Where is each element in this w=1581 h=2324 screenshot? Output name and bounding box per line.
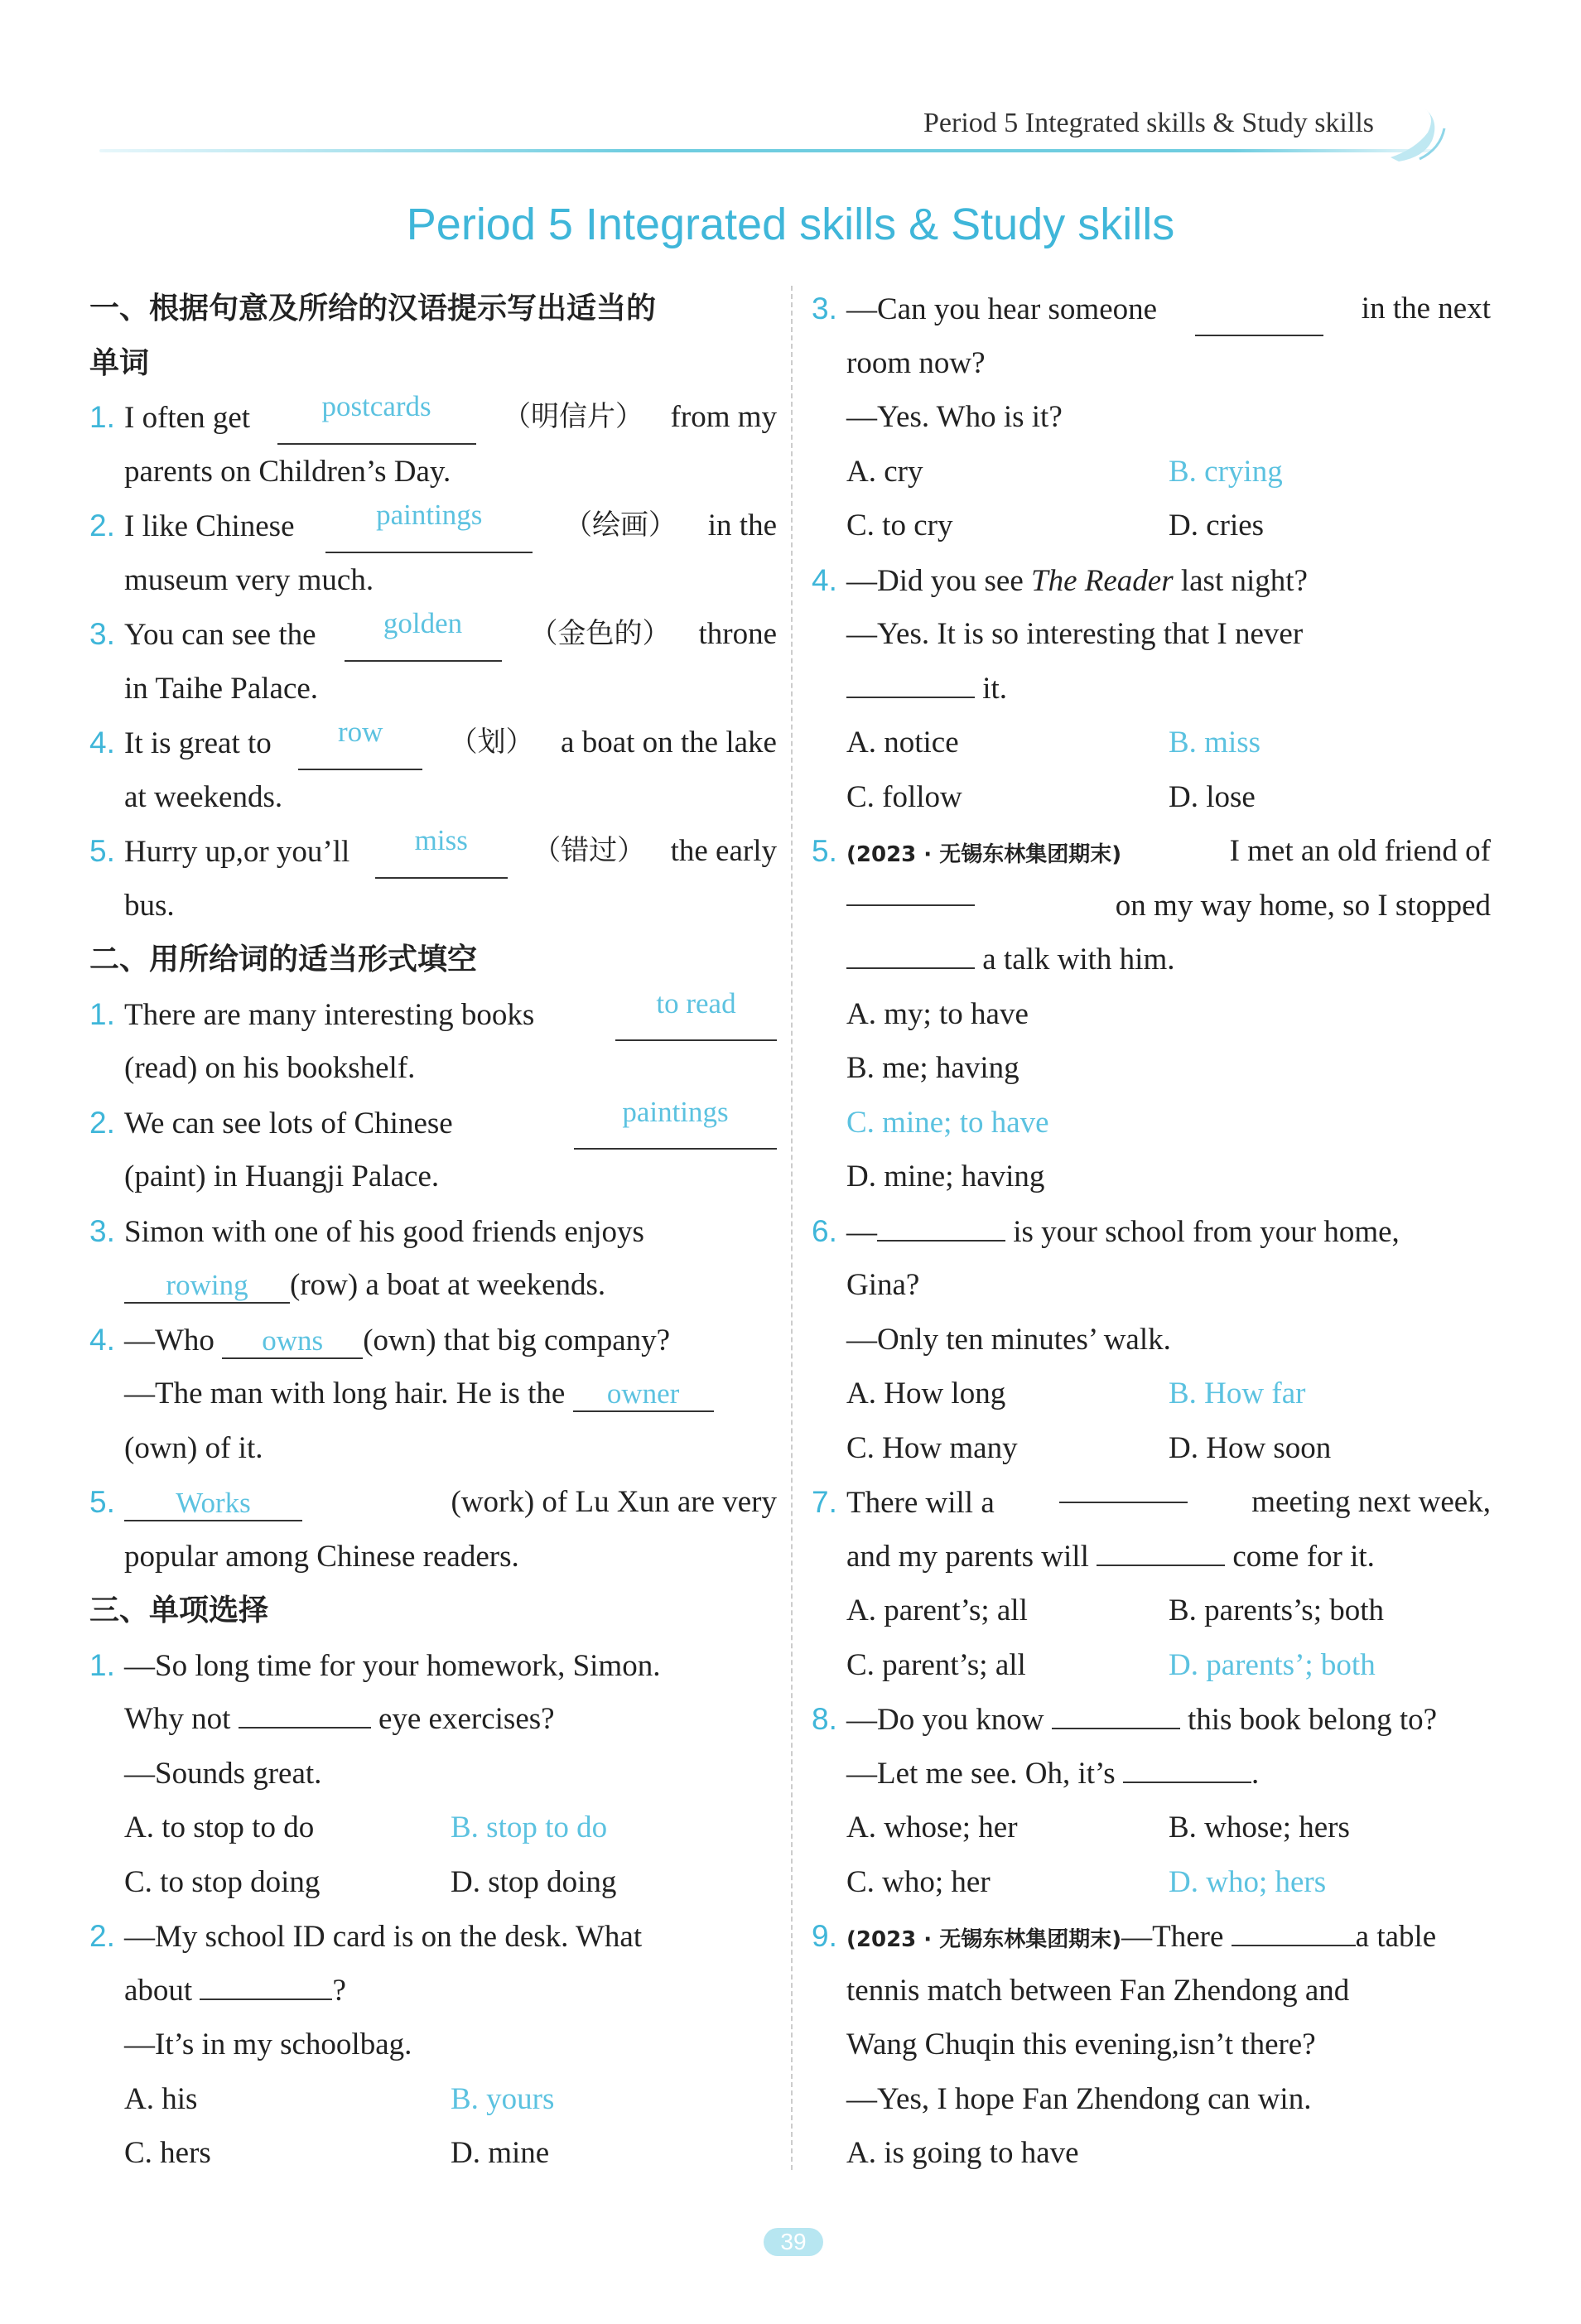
chinese-hint: （金色的） bbox=[529, 617, 671, 650]
answer-blank[interactable] bbox=[124, 1269, 290, 1304]
answer: owns bbox=[262, 1324, 324, 1357]
option-correct[interactable]: B. miss bbox=[1169, 726, 1261, 759]
options-row bbox=[812, 1367, 1491, 1421]
answer-blank[interactable] bbox=[574, 1096, 777, 1150]
question-text: in the next bbox=[1361, 292, 1491, 325]
question bbox=[89, 987, 777, 1042]
question-text: from my bbox=[670, 400, 777, 434]
answer-blank[interactable] bbox=[1059, 1502, 1188, 1503]
option[interactable]: D. stop doing bbox=[451, 1864, 617, 1899]
options-row bbox=[812, 445, 1491, 499]
options-row bbox=[812, 1638, 1491, 1693]
question-text: (read) on his bookshelf. bbox=[124, 1051, 416, 1085]
answer-blank[interactable] bbox=[846, 967, 975, 969]
question-text: It is great to bbox=[124, 726, 272, 760]
question-text: You can see the bbox=[124, 618, 316, 652]
question-text: —Yes. It is so interesting that I never bbox=[846, 617, 1304, 651]
options-row bbox=[89, 1801, 777, 1855]
question-text: parents on Children’s Day. bbox=[124, 454, 451, 489]
section-heading: 二、用所给词的适当形式填空 bbox=[89, 943, 478, 976]
question-text: Gina? bbox=[846, 1268, 920, 1302]
option-correct[interactable]: D. who; hers bbox=[1169, 1864, 1327, 1899]
right-column bbox=[812, 282, 1491, 2181]
book-title: The Reader bbox=[1031, 563, 1174, 598]
option[interactable]: A. his bbox=[124, 2081, 198, 2116]
options-row bbox=[812, 716, 1491, 770]
question-number: 2. bbox=[89, 1919, 115, 1953]
question bbox=[89, 1313, 777, 1367]
question bbox=[89, 1475, 777, 1530]
question-number: 4. bbox=[89, 1322, 115, 1357]
question bbox=[89, 607, 777, 662]
option[interactable]: D. mine bbox=[451, 2136, 550, 2170]
question-text: I often get bbox=[124, 401, 251, 435]
option[interactable]: A. my; to have bbox=[846, 996, 1029, 1031]
question-text: (row) a boat at weekends. bbox=[290, 1268, 606, 1302]
answer-blank[interactable] bbox=[239, 1727, 371, 1729]
question-number: 9. bbox=[812, 1919, 837, 1953]
options-row bbox=[812, 1855, 1491, 1910]
question-number: 1. bbox=[89, 1647, 115, 1682]
options-row bbox=[812, 499, 1491, 553]
options-row bbox=[812, 1584, 1491, 1638]
options-row bbox=[812, 770, 1491, 825]
option[interactable]: A. notice bbox=[846, 726, 959, 759]
question-number: 2. bbox=[89, 1105, 115, 1140]
question-text: —Did you see bbox=[846, 563, 1031, 598]
question-source: (2023 · 无锡东林集团期末) bbox=[846, 842, 1122, 867]
question bbox=[89, 1258, 777, 1313]
answer-blank[interactable] bbox=[325, 499, 533, 553]
options-row bbox=[89, 1855, 777, 1910]
question bbox=[812, 553, 1491, 608]
answer: miss bbox=[414, 824, 468, 856]
answer-blank[interactable] bbox=[375, 824, 508, 879]
answer-blank[interactable] bbox=[298, 716, 422, 770]
question bbox=[89, 1638, 777, 1693]
answer-blank[interactable] bbox=[1123, 1782, 1251, 1783]
question-number: 6. bbox=[812, 1213, 837, 1248]
question bbox=[89, 1692, 777, 1747]
option[interactable]: C. How many bbox=[846, 1430, 1018, 1465]
option[interactable]: A. parent’s; all bbox=[846, 1594, 1028, 1627]
question-text: popular among Chinese readers. bbox=[124, 1539, 519, 1574]
options-row bbox=[812, 1421, 1491, 1476]
option[interactable]: D. cries bbox=[1169, 509, 1265, 542]
question-number: 4. bbox=[812, 562, 837, 597]
question-text: a table bbox=[1355, 1920, 1437, 1954]
question-text: a talk with him. bbox=[982, 943, 1175, 976]
question-text: meeting next week, bbox=[1251, 1485, 1491, 1519]
option-correct[interactable]: C. mine; to have bbox=[846, 1105, 1049, 1140]
option[interactable]: B. parents’s; both bbox=[1169, 1594, 1385, 1627]
question-number: 5. bbox=[89, 834, 115, 868]
option-correct[interactable]: B. yours bbox=[451, 2081, 555, 2116]
page-title: Period 5 Integrated skills & Study skills bbox=[406, 200, 1175, 249]
question-text: museum very much. bbox=[124, 562, 374, 597]
question-text: There are many interesting books bbox=[124, 997, 535, 1032]
question-text: Why not bbox=[124, 1702, 231, 1736]
question-text: —It’s in my schoolbag. bbox=[124, 2027, 412, 2061]
question-text: (own) that big company? bbox=[363, 1323, 671, 1357]
answer: to read bbox=[656, 986, 736, 1020]
question-text: in the bbox=[707, 509, 777, 542]
question-text: (work) of Lu Xun are very bbox=[451, 1485, 777, 1519]
question-text: We can see lots of Chinese bbox=[124, 1106, 453, 1140]
option-correct[interactable]: B. stop to do bbox=[451, 1811, 608, 1844]
question-number: 8. bbox=[812, 1702, 837, 1736]
question bbox=[89, 824, 777, 879]
option[interactable]: D. mine; having bbox=[846, 1160, 1045, 1193]
question bbox=[89, 1096, 777, 1150]
question bbox=[812, 824, 1491, 879]
question-text: the early bbox=[670, 834, 777, 868]
option[interactable]: C. follow bbox=[846, 779, 962, 814]
question-text: it. bbox=[982, 671, 1008, 706]
question-number: 1. bbox=[89, 996, 115, 1031]
answer-blank[interactable] bbox=[846, 904, 975, 906]
question-source: (2023 · 无锡东林集团期末) bbox=[846, 1927, 1122, 1952]
question-text: ? bbox=[332, 1973, 346, 2008]
question bbox=[812, 933, 1491, 987]
question-text: . bbox=[1251, 1756, 1260, 1791]
chinese-hint: （绘画） bbox=[564, 509, 677, 542]
option[interactable]: D. How soon bbox=[1169, 1430, 1332, 1465]
chinese-hint: （划） bbox=[449, 726, 534, 759]
question bbox=[812, 1747, 1491, 1801]
question bbox=[812, 1692, 1491, 1747]
option[interactable]: B. me; having bbox=[846, 1051, 1019, 1085]
question-text: tennis match between Fan Zhendong and bbox=[846, 1973, 1350, 2008]
option[interactable]: C. parent’s; all bbox=[846, 1647, 1026, 1682]
page-number: 39 bbox=[764, 2228, 823, 2256]
running-header: Period 5 Integrated skills & Study skills bbox=[923, 108, 1374, 138]
question-number: 5. bbox=[89, 1485, 115, 1519]
option[interactable]: A. to stop to do bbox=[124, 1811, 315, 1844]
answer-blank[interactable] bbox=[277, 390, 476, 445]
question-text: I met an old friend of bbox=[1229, 834, 1491, 868]
option[interactable]: A. cry bbox=[846, 454, 923, 489]
swirl-icon bbox=[1382, 99, 1457, 166]
answer: paintings bbox=[376, 499, 483, 531]
question-text: —There bbox=[1121, 1920, 1224, 1954]
answer: owner bbox=[606, 1377, 680, 1410]
question-text: —Only ten minutes’ walk. bbox=[846, 1322, 1171, 1357]
question-text: room now? bbox=[846, 345, 986, 380]
options-row bbox=[89, 2072, 777, 2127]
question bbox=[89, 390, 777, 445]
question-text: (own) of it. bbox=[124, 1430, 263, 1465]
question-text: a boat on the lake bbox=[561, 726, 777, 759]
question-text: —My school ID card is on the desk. What bbox=[124, 1920, 643, 1954]
question-text: —Can you hear someone bbox=[846, 292, 1158, 326]
option[interactable]: C. who; her bbox=[846, 1864, 991, 1899]
question-text: —Let me see. Oh, it’s bbox=[846, 1756, 1116, 1791]
question bbox=[812, 1204, 1491, 1259]
question bbox=[812, 1475, 1491, 1530]
question-text: is your school from your home, bbox=[1013, 1214, 1400, 1249]
option[interactable]: B. whose; hers bbox=[1169, 1811, 1350, 1844]
question bbox=[812, 282, 1491, 336]
answer-blank[interactable] bbox=[1232, 1945, 1356, 1946]
options-row bbox=[89, 2126, 777, 2181]
question-text: —Yes. Who is it? bbox=[846, 400, 1063, 434]
question-text: come for it. bbox=[1232, 1539, 1375, 1574]
question bbox=[812, 879, 1491, 933]
question-text: eye exercises? bbox=[378, 1702, 555, 1736]
section-heading: 单词 bbox=[89, 345, 150, 380]
question-text: —The man with long hair. He is the bbox=[124, 1377, 566, 1410]
question-text: — bbox=[846, 1214, 877, 1249]
option[interactable]: A. whose; her bbox=[846, 1811, 1018, 1844]
chinese-hint: （明信片） bbox=[503, 400, 644, 433]
section-heading: 三、单项选择 bbox=[89, 1594, 269, 1627]
option[interactable]: A. How long bbox=[846, 1377, 1006, 1410]
answer-blank[interactable] bbox=[877, 1240, 1005, 1242]
question-text: —Do you know bbox=[846, 1703, 1044, 1737]
options-row bbox=[812, 1801, 1491, 1855]
option[interactable]: D. lose bbox=[1169, 779, 1256, 814]
question-number: 3. bbox=[89, 617, 115, 651]
question-text: Hurry up,or you’ll bbox=[124, 835, 350, 869]
answer-blank[interactable] bbox=[1195, 282, 1323, 336]
question bbox=[812, 1530, 1491, 1584]
question-text: and my parents will bbox=[846, 1539, 1089, 1574]
answer-blank[interactable] bbox=[222, 1324, 363, 1359]
question-number: 1. bbox=[89, 400, 115, 434]
answer: postcards bbox=[321, 390, 431, 422]
answer-blank[interactable] bbox=[345, 607, 502, 662]
answer: row bbox=[337, 716, 383, 748]
question-number: 3. bbox=[812, 292, 837, 325]
question-text: about bbox=[124, 1973, 193, 2008]
answer: paintings bbox=[622, 1095, 729, 1128]
question bbox=[89, 1964, 777, 2018]
question-number: 2. bbox=[89, 509, 115, 542]
question-text: in Taihe Palace. bbox=[124, 671, 319, 706]
question-text: —Sounds great. bbox=[124, 1756, 322, 1791]
question-text: —So long time for your homework, Simon. bbox=[124, 1648, 661, 1683]
question bbox=[89, 499, 777, 553]
answer-blank[interactable] bbox=[200, 1999, 332, 2000]
question-text: I like Chinese bbox=[124, 509, 295, 543]
answer-blank[interactable] bbox=[1052, 1728, 1180, 1729]
option[interactable]: C. hers bbox=[124, 2136, 211, 2170]
question-text: throne bbox=[698, 617, 777, 651]
left-column bbox=[89, 282, 777, 2181]
answer: golden bbox=[383, 607, 463, 639]
question bbox=[89, 1204, 777, 1259]
question-number: 4. bbox=[89, 726, 115, 759]
question bbox=[812, 662, 1491, 716]
answer-blank[interactable] bbox=[573, 1377, 714, 1412]
question-text: —Yes, I hope Fan Zhendong can win. bbox=[846, 2081, 1312, 2116]
question-number: 7. bbox=[812, 1485, 837, 1519]
answer: Works bbox=[176, 1487, 251, 1519]
chinese-hint: （错过） bbox=[533, 834, 646, 867]
question-text: bus. bbox=[124, 888, 175, 923]
question-text: at weekends. bbox=[124, 779, 283, 814]
answer-blank[interactable] bbox=[124, 1487, 302, 1521]
section-heading: 一、根据句意及所给的汉语提示写出适当的 bbox=[89, 292, 657, 325]
option-correct[interactable]: D. parents’; both bbox=[1169, 1647, 1376, 1682]
question-text: Simon with one of his good friends enjoys bbox=[124, 1214, 644, 1249]
answer: rowing bbox=[166, 1269, 248, 1301]
question bbox=[89, 1367, 777, 1421]
option[interactable]: A. is going to have bbox=[846, 2136, 1079, 2170]
option[interactable]: C. to stop doing bbox=[124, 1864, 321, 1899]
option-correct[interactable]: B. crying bbox=[1169, 454, 1283, 489]
question-number: 5. bbox=[812, 834, 837, 868]
question-text: on my way home, so I stopped bbox=[1115, 888, 1491, 923]
question-text: this book belong to? bbox=[1187, 1703, 1438, 1737]
question bbox=[89, 716, 777, 770]
question-text: last night? bbox=[1173, 563, 1308, 598]
question-text: (paint) in Huangji Palace. bbox=[124, 1160, 440, 1193]
question-text: There will a bbox=[846, 1486, 995, 1520]
answer-blank[interactable] bbox=[1097, 1565, 1225, 1566]
question bbox=[812, 1909, 1491, 1964]
question-text: Wang Chuqin this evening,isn’t there? bbox=[846, 2027, 1316, 2061]
question-number: 3. bbox=[89, 1213, 115, 1248]
option[interactable]: C. to cry bbox=[846, 509, 953, 542]
header-rule bbox=[99, 149, 1433, 152]
answer-blank[interactable] bbox=[615, 987, 777, 1042]
column-divider bbox=[791, 286, 793, 2170]
question-text: —Who bbox=[124, 1323, 214, 1357]
option-correct[interactable]: B. How far bbox=[1169, 1377, 1306, 1410]
question bbox=[89, 1909, 777, 1964]
answer-blank[interactable] bbox=[846, 697, 975, 698]
